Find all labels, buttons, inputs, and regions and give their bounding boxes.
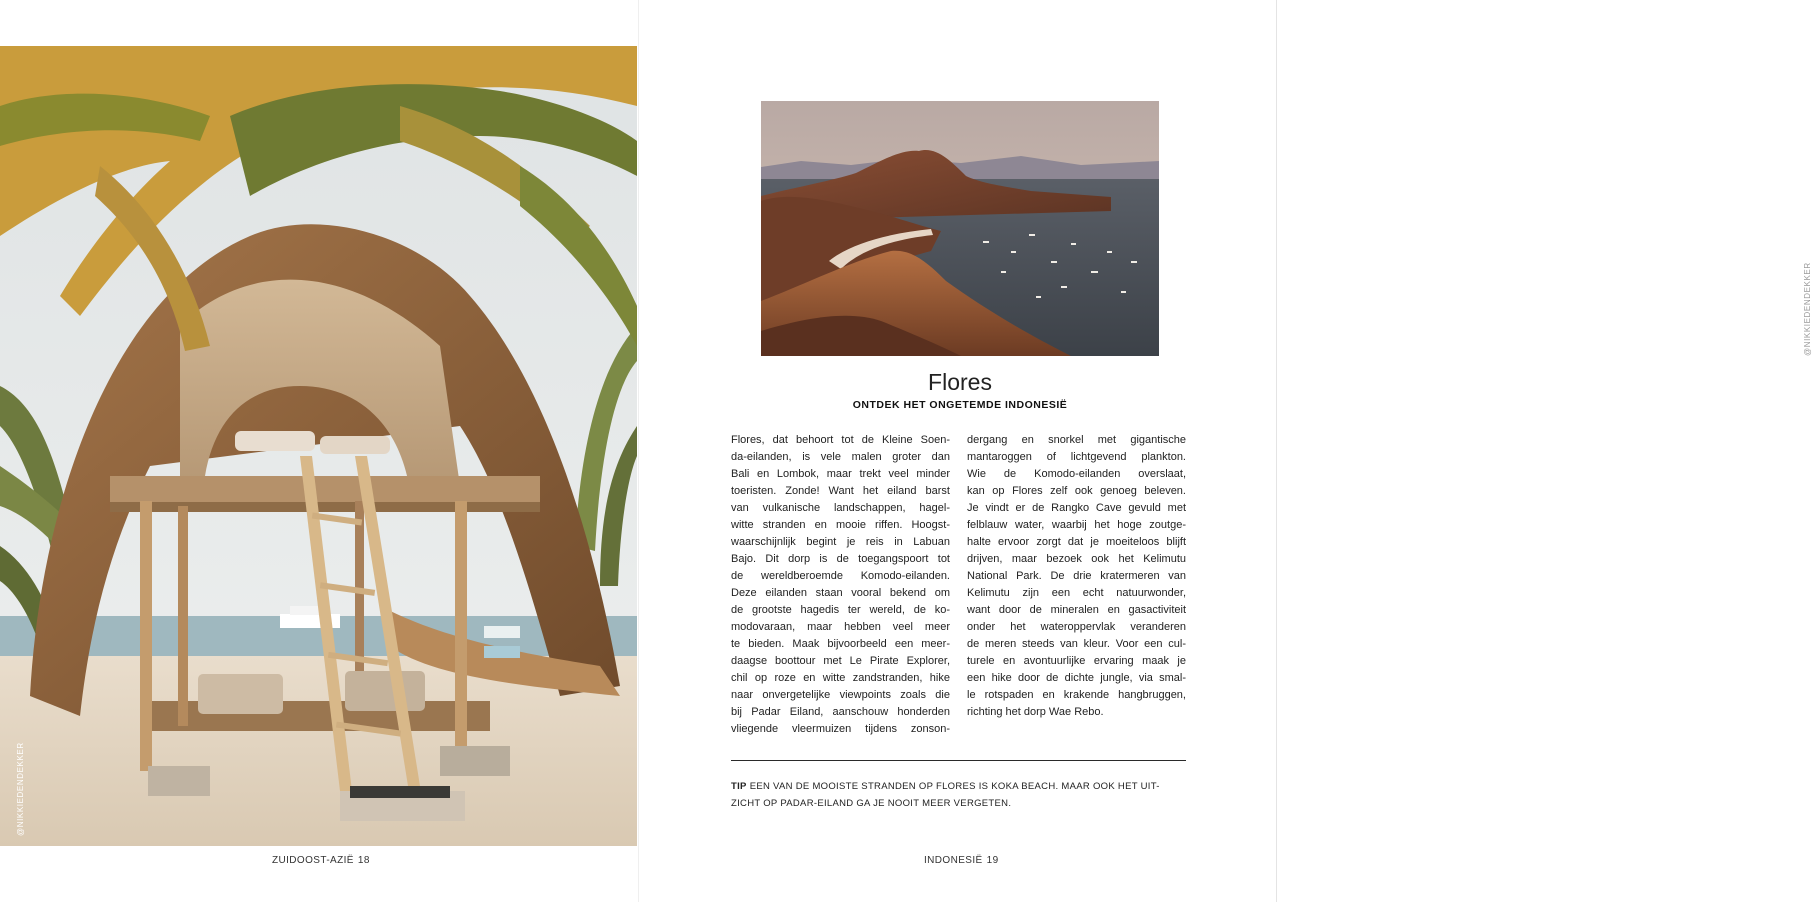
beach-tent-hut-photo xyxy=(0,46,637,846)
body-line: de wereldberoemde Komodo-eilanden. xyxy=(731,570,950,582)
body-line: drijven, maar bezoek ook het Kelimutu xyxy=(967,553,1186,565)
body-line: halte ervoor zorgt dat je moeiteloos blijft xyxy=(967,536,1186,548)
body-line: waarschijnlijk begint je reis in Labuan xyxy=(731,536,950,548)
body-line: richting het dorp Wae Rebo. xyxy=(967,706,1104,718)
photo-credit-left: @NIKKIEDENDEKKER xyxy=(16,742,25,836)
body-line: dergang en snorkel met gigantische xyxy=(967,434,1186,446)
body-line: Flores, dat behoort tot de Kleine Soen- xyxy=(731,434,950,446)
body-line: Kelimutu zijn een echt natuurwonder, xyxy=(967,587,1186,599)
tip-line xyxy=(731,778,1186,795)
body-line: de meren steeds van kleur. Voor een cul- xyxy=(967,638,1186,650)
padar-island-bay-photo xyxy=(761,101,1159,356)
tip-line: ZICHT OP PADAR-EILAND GA JE NOOIT MEER VERGETEN. xyxy=(731,798,1012,809)
body-column-2 xyxy=(967,432,1186,721)
left-page xyxy=(0,0,638,902)
body-line: modovaraan, maar hebben veel meer xyxy=(731,621,950,633)
page-number: 18 xyxy=(357,855,370,866)
body-line: onder het wateroppervlak veranderen xyxy=(967,621,1186,633)
body-line: le rotspaden en krakende hangbruggen, xyxy=(967,689,1186,701)
body-line: daagse boottour met Le Pirate Explorer, xyxy=(731,655,950,667)
body-line: vliegende vleermuizen tijdens zonson- xyxy=(731,723,950,735)
body-line: Wie de Komodo-eilanden overslaat, xyxy=(967,468,1186,480)
tip-box xyxy=(731,778,1186,812)
body-line: National Park. De drie kratermeren van xyxy=(967,570,1186,582)
body-line: chil op roze en witte zandstranden, hike xyxy=(731,672,950,684)
body-line: Je vindt er de Rangko Cave gevuld met xyxy=(967,502,1186,514)
body-line: van vulkanische landschappen, hagel- xyxy=(731,502,950,514)
tip-text: EEN VAN DE MOOISTE STRANDEN OP FLORES IS KOKA BEACH. MAAR OOK HET UIT- xyxy=(749,781,1160,792)
tip-label: TIP xyxy=(731,781,747,792)
body-line: want door de mineralen en gasactiviteit xyxy=(967,604,1186,616)
body-line: witte stranden en mooie riffen. Hoogst- xyxy=(731,519,950,531)
body-line: kan op Flores zelf ook genoeg beleven. xyxy=(967,485,1186,497)
body-line: felblauw water, waarbij het hoge zoutge- xyxy=(967,519,1186,531)
body-line: Bajo. Dit dorp is de toegangspoort tot xyxy=(731,553,950,565)
body-line: mantaroggen of lichtgevend plankton. xyxy=(967,451,1186,463)
tip-divider xyxy=(731,760,1186,761)
photo-credit-right: @NIKKIEDENDEKKER xyxy=(1803,262,1812,356)
article-subtitle: ONTDEK HET ONGETEMDE INDONESIË xyxy=(852,399,1068,411)
body-line: te bieden. Maak bijvoorbeeld een meer- xyxy=(731,638,950,650)
body-line: een hike door de dichte jungle, via smal- xyxy=(967,672,1186,684)
body-line: bij Padar Eiland, aanschouw honderden xyxy=(731,706,950,718)
body-line: de grootste hagedis ter wereld, de ko- xyxy=(731,604,950,616)
body-column-1 xyxy=(731,432,950,738)
folio-section-label: ZUIDOOST-AZIË xyxy=(272,855,354,866)
body-line: turele en avontuurlijke ervaring maak je xyxy=(967,655,1186,667)
page-number: 19 xyxy=(986,855,999,866)
body-line: naar onvergetelijke viewpoints zoals die xyxy=(731,689,950,701)
body-line: Deze eilanden staan vooral bekend om xyxy=(731,587,950,599)
body-line: toeristen. Zonde! Want het eiland barst xyxy=(731,485,950,497)
body-line: Bali en Lombok, maar trekt veel minder xyxy=(731,468,950,480)
folio-left xyxy=(272,855,370,866)
body-line: da-eilanden, is vele malen groter dan xyxy=(731,451,950,463)
article-title: Flores xyxy=(928,369,992,395)
folio-right xyxy=(924,855,999,866)
folio-section-label: INDONESIË xyxy=(924,855,983,866)
